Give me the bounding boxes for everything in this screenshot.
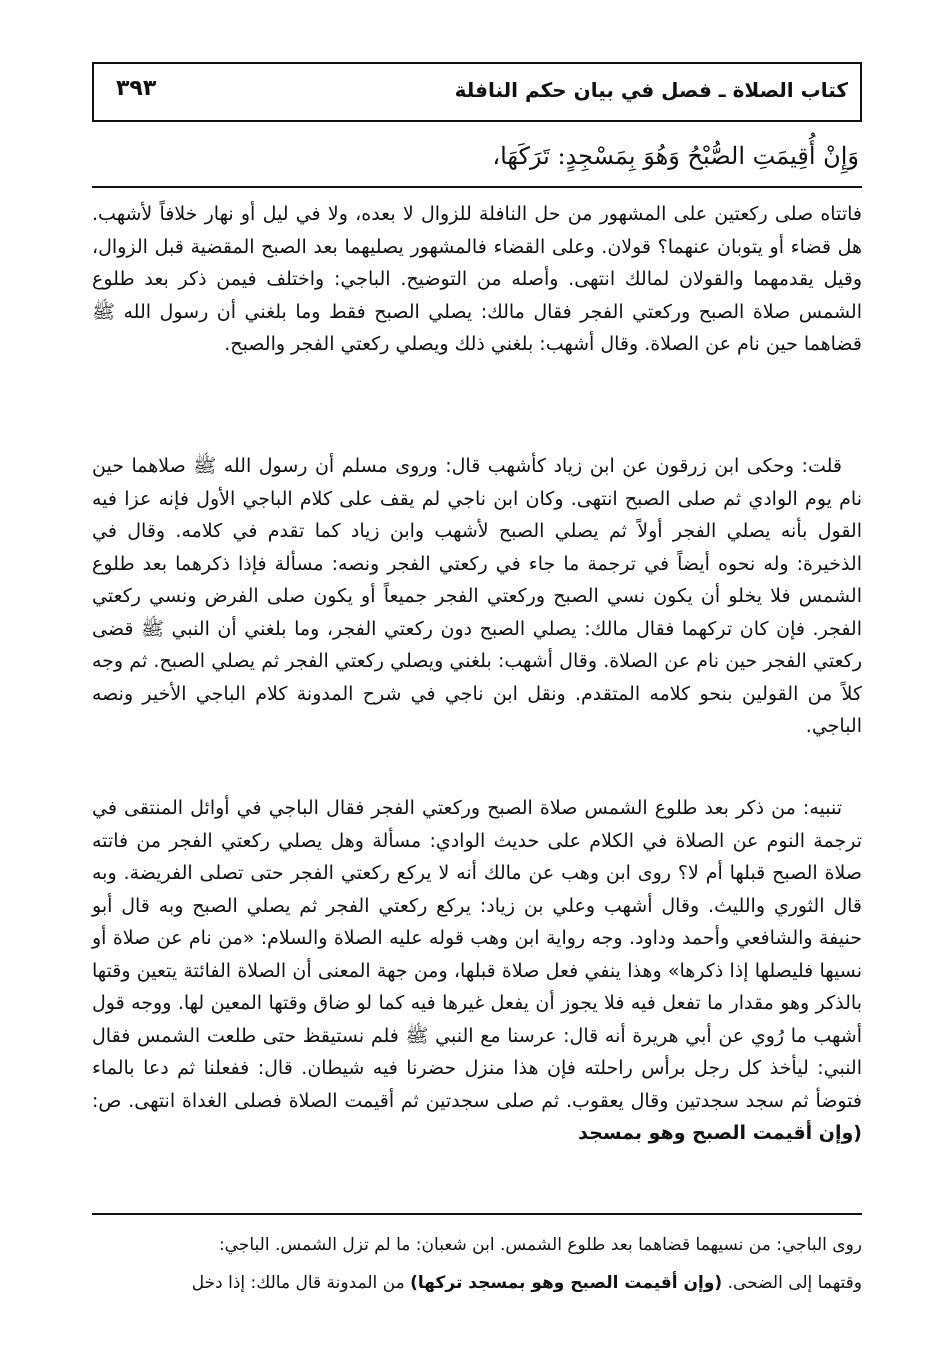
commentary-paragraph-3 [92, 792, 862, 1150]
footnote-line-1: روى الباجي: من نسيهما قضاهما بعد طلوع الشمس. ابن شعبان: ما لم تزل الشمس. الباجي: [218, 1235, 862, 1255]
matn-text: وَإِنْ أُقِيمَتِ الصُّبْحُ وَهُوَ بِمَسْجِدٍ: تَرَكَهَا، [492, 142, 859, 170]
chapter-title: كتاب الصلاة ـ فصل في بيان حكم النافلة [454, 78, 848, 102]
paragraph-text: تنبيه: من ذكر بعد طلوع الشمس صلاة الصبح وركعتي الفجر فقال الباجي في أوائل المنتقى في ترجمة النوم عن الصلاة في الكلام على حديث الوادي: مسألة وهل يصلي ركعتي الفجر من فاتته صلاة الصبح قبلها أم لا؟ روى ابن وهب عن مالك أنه لا يركع ركعتي الفجر حتى تصلى الفريضة. وبه قال الثوري والليث. وقال أشهب وعلي بن زياد: يركع ركعتي الفجر ثم يصلي الصبح وبه قال أبو حنيفة والشافعي وأحمد وداود. وجه رواية ابن وهب قوله عليه الصلاة والسلام: «من نام عن صلاة أو نسيها فليصلها إذا ذكرها» وهذا ينفي فعل صلاة قبلها، ومن جهة المعنى أن الصلاة الفائتة يتعين وقتها بالذكر وهو مقدار ما تفعل فيه فلا يجوز أن يفعل غيرها فيه كما لو ضاق وقتها المعين لها. ووجه قول أشهب ما رُوي عن أبي هريرة أنه قال: عرسنا مع النبي ﷺ فلم نستيقظ حتى طلعت الشمس فقال النبي: ليأخذ كل رجل برأس راحلته فإن هذا منزل حضرنا فيه شيطان. قال: ففعلنا ثم دعا بالماء فتوضأ ثم سجد سجدتين وقال يعقوب. ثم صلى سجدتين ثم أقيمت الصلاة فصلى الغداة انتهى. ص: [92, 797, 862, 1112]
footnote-text: من المدونة قال مالك: إذا دخل [191, 1273, 405, 1293]
matn-quote: (وإن أقيمت الصبح وهو بمسجد [578, 1122, 862, 1144]
page-number: ٣٩٣ [116, 76, 157, 101]
footnote-block [92, 1226, 862, 1302]
divider-footnote [92, 1213, 862, 1215]
running-header [92, 62, 862, 122]
footnote-text: وقتهما إلى الضحى. [727, 1273, 862, 1293]
footnote-line-2 [92, 1264, 862, 1302]
commentary-paragraph-2 [92, 450, 862, 743]
footnote-quote: (وإن أقيمت الصبح وهو بمسجد تركها) [410, 1273, 723, 1293]
divider-top [92, 186, 862, 188]
commentary-paragraph-1: فاتتاه صلى ركعتين على المشهور من حل النافلة للزوال لا بعده، ولا في ليل أو نهار خلافاً لأشهب. هل قضاء أو يتوبان عنهما؟ قولان. وعلى القضاء فالمشهور يصليهما بعد الصبح المقضية قبل الزوال، وقيل يقدمهما والقولان لمالك انتهى. وأصله من التوضيح. الباجي: واختلف فيمن ذكر بعد طلوع الشمس صلاة الصبح وركعتي الفجر فقال مالك: يصلي الصبح فقط وما بلغني أن رسول الله ﷺ قضاهما حين نام عن الصلاة. وقال أشهب: بلغني ذلك ويصلي ركعتي الفجر والصبح. [92, 203, 862, 355]
paragraph-text: قلت: وحكى ابن زرقون عن ابن زياد كأشهب قال: وروى مسلم أن رسول الله ﷺ صلاهما حين نام يوم الوادي ثم صلى الصبح انتهى. وكان ابن ناجي لم يقف على كلام الباجي الأول فإنه عزا فيه القول بأنه يصلي الفجر أولاً ثم يصلي الصبح لأشهب وابن زياد كما تقدم في كلامه. وقال في الذخيرة: وله نحوه أيضاً في ترجمة ما جاء في ركعتي الفجر ونصه: مسألة فإذا ذكرهما بعد طلوع الشمس فلا يخلو أن يكون نسي الصبح وركعتي الفجر جميعاً أو يكون صلى الفرض ونسي ركعتي الفجر. فإن كان تركهما فقال مالك: يصلي الصبح دون ركعتي الفجر، وما بلغني أن النبي ﷺ قضى ركعتي الفجر حين نام عن الصلاة. وقال أشهب: بلغني ويصلي ركعتي الفجر ثم يصلي الصبح. ثم وجه كلاً من القولين بنحو كلامه المتقدم. ونقل ابن ناجي في شرح المدونة كلام الباجي الأخير ونصه الباجي. [92, 455, 862, 737]
